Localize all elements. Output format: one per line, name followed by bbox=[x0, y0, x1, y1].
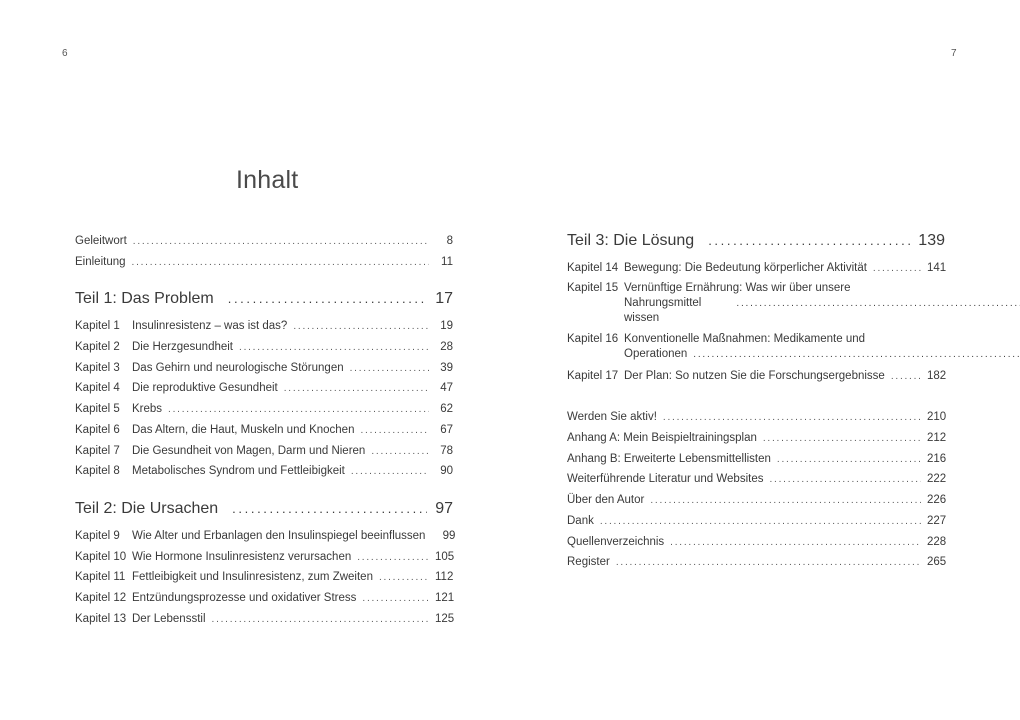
toc-entry[interactable] bbox=[567, 449, 945, 470]
chapter-title: Krebs bbox=[132, 403, 163, 416]
chapter-entry[interactable] bbox=[75, 378, 453, 399]
chapter-title: Das Altern, die Haut, Muskeln und Knochen bbox=[132, 423, 355, 436]
chapter-title-line1: Konventionelle Maßnahmen: Medikamente und bbox=[624, 332, 866, 345]
toc-page-number: 121 bbox=[435, 591, 455, 604]
chapter-title-line2: Operationen bbox=[624, 347, 688, 360]
chapter-entry[interactable] bbox=[75, 441, 453, 462]
dot-leader bbox=[228, 287, 427, 311]
toc-page-number: 28 bbox=[440, 341, 453, 354]
dot-leader bbox=[132, 253, 429, 274]
toc-entry-label: Über den Autor bbox=[567, 494, 645, 507]
dot-leader bbox=[693, 347, 1020, 362]
chapter-number: Kapitel 7 bbox=[75, 444, 120, 457]
chapter-title: Fettleibigkeit und Insulinresistenz, zum Zweiten bbox=[132, 571, 373, 584]
chapter-number: Kapitel 17 bbox=[567, 369, 619, 382]
dot-leader bbox=[616, 553, 921, 574]
chapter-title-line2: Nahrungsmittel wissen bbox=[624, 296, 702, 324]
toc-entry[interactable] bbox=[567, 552, 945, 573]
chapter-number: Kapitel 5 bbox=[75, 403, 120, 416]
chapter-entry[interactable] bbox=[567, 366, 945, 387]
toc-page-number: 216 bbox=[927, 452, 947, 465]
chapter-entry[interactable] bbox=[567, 279, 945, 330]
chapter-entry[interactable] bbox=[75, 588, 453, 609]
page-number-right: 7 bbox=[951, 48, 957, 59]
page-title: Inhalt bbox=[236, 166, 299, 194]
toc-page-number: 227 bbox=[927, 514, 947, 527]
toc-entry-label: Werden Sie aktiv! bbox=[567, 411, 657, 424]
toc-page-number: 210 bbox=[927, 411, 947, 424]
toc-page-number: 97 bbox=[435, 499, 453, 517]
toc-entry[interactable] bbox=[567, 511, 945, 532]
chapter-number: Kapitel 4 bbox=[75, 382, 120, 395]
dot-leader bbox=[284, 379, 429, 400]
toc-entry-label: Anhang A: Mein Beispieltrainingsplan bbox=[567, 432, 757, 445]
dot-leader bbox=[769, 470, 921, 491]
chapter-title: Der Plan: So nutzen Sie die Forschungsergebnisse bbox=[624, 369, 885, 382]
toc-entry[interactable] bbox=[567, 532, 945, 553]
chapter-number: Kapitel 9 bbox=[75, 529, 120, 542]
dot-leader bbox=[350, 359, 429, 380]
chapter-number: Kapitel 2 bbox=[75, 341, 120, 354]
part-heading[interactable] bbox=[567, 229, 945, 253]
toc-page-number: 90 bbox=[440, 465, 453, 478]
chapter-entry[interactable] bbox=[75, 547, 453, 568]
chapter-entry[interactable] bbox=[75, 567, 453, 588]
chapter-entry[interactable] bbox=[75, 316, 453, 337]
chapter-title: Die reproduktive Gesundheit bbox=[132, 382, 278, 395]
chapter-number: Kapitel 1 bbox=[75, 320, 120, 333]
toc-page-number: 8 bbox=[446, 235, 453, 247]
dot-leader bbox=[763, 429, 921, 450]
dot-leader bbox=[777, 450, 921, 471]
toc-entry-label: Einleitung bbox=[75, 255, 126, 268]
chapter-title: Insulinresistenz – was ist das? bbox=[132, 320, 288, 333]
chapter-title: Der Lebensstil bbox=[132, 612, 206, 625]
toc-page-number: 17 bbox=[435, 290, 453, 308]
toc-entry[interactable] bbox=[75, 231, 453, 252]
dot-leader bbox=[232, 497, 427, 521]
toc-entry-label: Weiterführende Literatur und Websites bbox=[567, 473, 764, 486]
toc-page-number: 228 bbox=[927, 535, 947, 548]
dot-leader bbox=[168, 400, 429, 421]
chapter-entry[interactable] bbox=[567, 330, 945, 366]
dot-leader bbox=[891, 367, 921, 388]
chapter-title: Wie Hormone Insulinresistenz verursachen bbox=[132, 550, 352, 563]
chapter-number: Kapitel 11 bbox=[75, 571, 126, 584]
chapter-number: Kapitel 10 bbox=[75, 550, 127, 563]
dot-leader bbox=[293, 317, 429, 338]
part-title: Teil 1: Das Problem bbox=[75, 290, 214, 308]
chapter-title: Wie Alter und Erbanlagen den Insulinspiegel beeinflussen bbox=[132, 529, 426, 542]
toc-page-number: 99 bbox=[442, 529, 456, 542]
toc-page-number: 39 bbox=[440, 361, 453, 374]
toc-page-number: 47 bbox=[440, 382, 453, 395]
dot-leader bbox=[133, 232, 429, 253]
part-heading[interactable] bbox=[75, 497, 453, 521]
toc-page-number: 105 bbox=[435, 550, 455, 563]
toc-page-number: 212 bbox=[927, 432, 947, 445]
dot-leader bbox=[708, 229, 910, 253]
toc-left-column bbox=[75, 231, 456, 629]
toc-entry-label: Anhang B: Erweiterte Lebensmittellisten bbox=[567, 452, 771, 465]
chapter-number: Kapitel 15 bbox=[567, 281, 619, 294]
dot-leader bbox=[239, 338, 429, 359]
dot-leader bbox=[663, 408, 921, 429]
dot-leader bbox=[351, 462, 429, 483]
chapter-entry[interactable] bbox=[75, 609, 453, 630]
toc-entry-label: Geleitwort bbox=[75, 235, 127, 247]
chapter-number: Kapitel 3 bbox=[75, 361, 120, 374]
chapter-entry[interactable] bbox=[75, 461, 453, 482]
chapter-title: Entzündungsprozesse und oxidativer Stress bbox=[132, 591, 357, 604]
toc-entry[interactable] bbox=[567, 428, 945, 449]
dot-leader bbox=[600, 512, 921, 533]
toc-page-number: 67 bbox=[440, 423, 453, 436]
chapter-number: Kapitel 12 bbox=[75, 591, 127, 604]
dot-leader bbox=[357, 548, 429, 569]
toc-page-number: 182 bbox=[927, 369, 947, 382]
dot-leader bbox=[670, 533, 921, 554]
chapter-entry[interactable] bbox=[75, 526, 456, 547]
chapter-number: Kapitel 8 bbox=[75, 465, 120, 478]
dot-leader bbox=[379, 568, 429, 589]
chapter-title: Metabolisches Syndrom und Fettleibigkeit bbox=[132, 465, 345, 478]
chapter-title: Das Gehirn und neurologische Störungen bbox=[132, 361, 344, 374]
toc-entry[interactable] bbox=[567, 469, 945, 490]
part-title: Teil 3: Die Lösung bbox=[567, 232, 695, 249]
chapter-entry[interactable] bbox=[75, 420, 453, 441]
chapter-number: Kapitel 16 bbox=[567, 332, 619, 345]
chapter-entry[interactable] bbox=[75, 399, 453, 420]
chapter-title: Die Gesundheit von Magen, Darm und Nieren bbox=[132, 444, 366, 457]
toc-page-number: 112 bbox=[435, 571, 454, 584]
dot-leader bbox=[650, 491, 921, 512]
toc-page-number: 226 bbox=[927, 494, 947, 507]
chapter-title: Die Herzgesundheit bbox=[132, 341, 234, 354]
dot-leader bbox=[360, 421, 429, 442]
chapter-entry[interactable] bbox=[567, 258, 945, 279]
dot-leader bbox=[371, 442, 429, 463]
chapter-title: Bewegung: Die Bedeutung körperlicher Aktivität bbox=[624, 262, 867, 274]
toc-page-number: 125 bbox=[435, 612, 455, 625]
dot-leader bbox=[736, 296, 1020, 311]
toc-page-number: 11 bbox=[441, 255, 453, 268]
dot-leader bbox=[873, 259, 921, 280]
chapter-title-line1: Vernünftige Ernährung: Was wir über unsere bbox=[624, 281, 851, 294]
toc-entry-label: Quellenverzeichnis bbox=[567, 535, 665, 548]
toc-entry[interactable] bbox=[567, 490, 945, 511]
dot-leader bbox=[212, 610, 429, 631]
toc-page-number: 62 bbox=[440, 403, 453, 416]
toc-page-number: 19 bbox=[440, 320, 453, 333]
chapter-entry[interactable] bbox=[75, 337, 453, 358]
toc-page-number: 141 bbox=[927, 262, 947, 274]
toc-right-column bbox=[567, 229, 945, 573]
chapter-number: Kapitel 14 bbox=[567, 262, 619, 274]
toc-entry[interactable] bbox=[567, 407, 945, 428]
part-title: Teil 2: Die Ursachen bbox=[75, 499, 219, 517]
chapter-number: Kapitel 13 bbox=[75, 612, 127, 625]
page-number-left: 6 bbox=[62, 48, 68, 59]
part-heading[interactable] bbox=[75, 287, 453, 311]
toc-entry[interactable] bbox=[75, 252, 453, 273]
toc-entry-label: Register bbox=[567, 556, 610, 569]
toc-page-number: 222 bbox=[927, 473, 947, 486]
toc-page-number: 265 bbox=[927, 556, 947, 569]
dot-leader bbox=[362, 589, 429, 610]
chapter-number: Kapitel 6 bbox=[75, 423, 120, 436]
toc-page-number: 139 bbox=[918, 232, 945, 249]
chapter-entry[interactable] bbox=[75, 358, 453, 379]
toc-page-number: 78 bbox=[440, 444, 453, 457]
toc-entry-label: Dank bbox=[567, 514, 594, 527]
